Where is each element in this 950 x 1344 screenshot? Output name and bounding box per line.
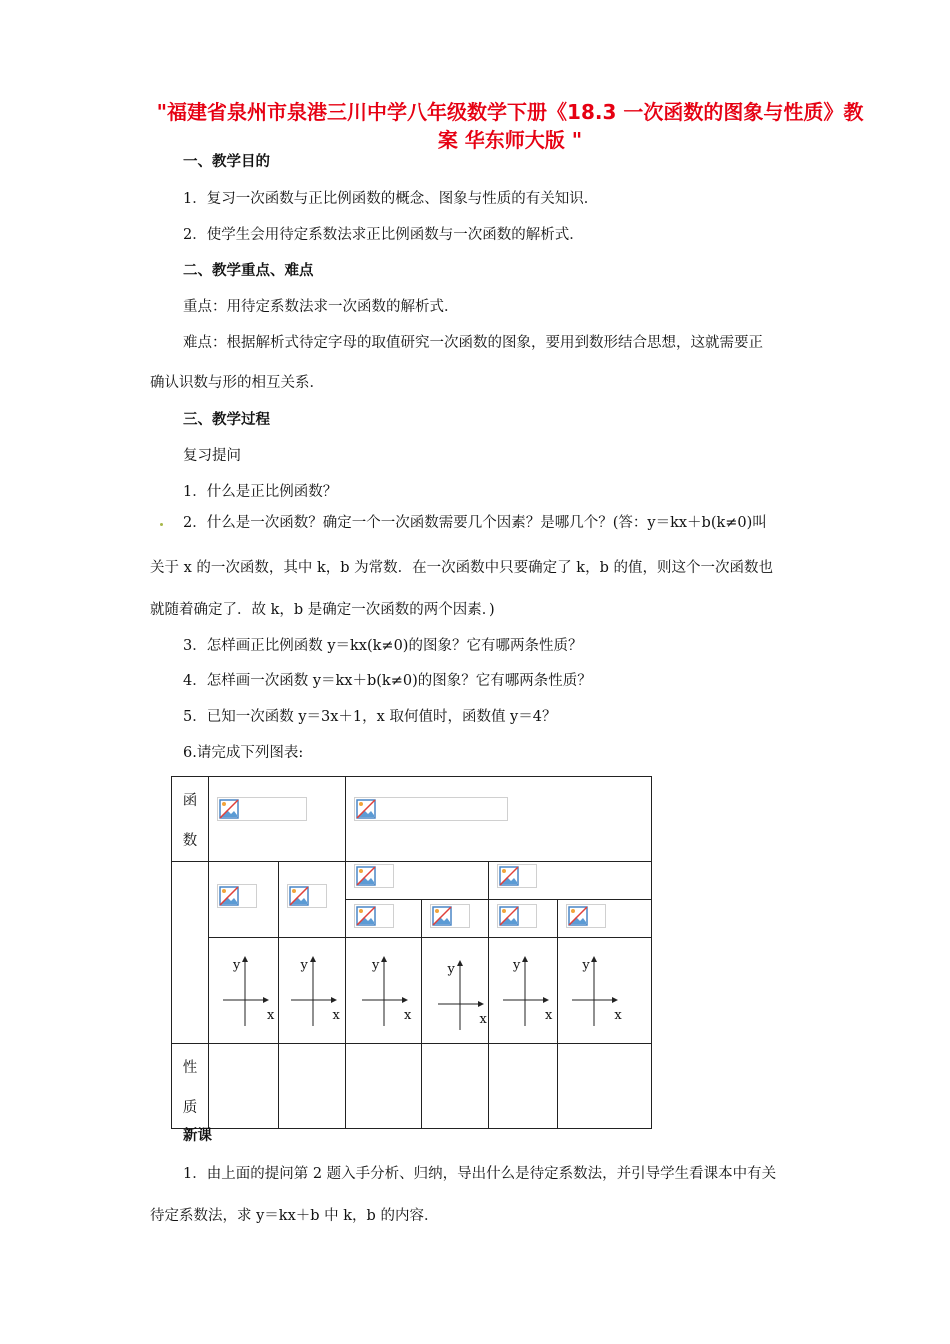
- coordinate-axes: [358, 954, 418, 1026]
- broken-image-icon: [219, 799, 239, 819]
- document-title: "福建省泉州市泉港三川中学八年级数学下册《18.3 一次函数的图象与性质》教案 华东师大版 ": [156, 100, 864, 152]
- axes-cell-5: [489, 938, 558, 1044]
- b-cell-2: [421, 900, 488, 938]
- property-cell-2: [278, 1044, 346, 1129]
- objective-item-2: 2．使学生会用待定系数法求正比例函数与一次函数的解析式．: [183, 227, 584, 243]
- coordinate-axes: [434, 958, 494, 1030]
- formula-image-placeholder: [354, 904, 394, 928]
- label-char: 数: [182, 833, 198, 849]
- k-cell-4: [489, 862, 652, 900]
- row-label-property: [172, 1044, 209, 1129]
- broken-image-icon: [219, 886, 239, 906]
- formula-image-placeholder: [287, 884, 327, 908]
- formula-image-placeholder: [217, 797, 307, 821]
- formula-image-placeholder: [430, 904, 470, 928]
- formula-image-placeholder: [354, 864, 394, 888]
- broken-image-icon: [499, 906, 519, 926]
- label-char: 质: [182, 1100, 198, 1116]
- b-cell-3: [489, 900, 558, 938]
- difficulty-text-line2: 确认识数与形的相互关系．: [150, 375, 324, 391]
- coordinate-axes: [499, 954, 559, 1026]
- y-axis-label: y: [372, 958, 380, 973]
- broken-image-icon: [356, 906, 376, 926]
- x-axis-label: x: [614, 1008, 622, 1023]
- question-6: 6.请完成下列图表:: [183, 745, 304, 761]
- broken-image-icon: [289, 886, 309, 906]
- axes-cell-6: [558, 938, 652, 1044]
- y-axis-label: y: [447, 962, 455, 977]
- new-lesson-line1: 1．由上面的提问第 2 题入手分析、归纳，导出什么是待定系数法，并引导学生看课本中有关: [183, 1166, 777, 1182]
- label-char: 性: [182, 1060, 198, 1076]
- difficulty-text-line1: 难点：根据解析式待定字母的取值研究一次函数的图象，要用到数形结合思想，这就需要正: [183, 335, 763, 351]
- x-axis-label: x: [332, 1008, 340, 1023]
- question-2-line1: 2．什么是一次函数？确定一个一次函数需要几个因素？是哪几个？(答：y＝kx＋b(k≠0)叫: [183, 515, 767, 531]
- coordinate-axes: [219, 954, 279, 1026]
- y-axis-label: y: [233, 958, 241, 973]
- question-5: 5．已知一次函数 y＝3x＋1，x 取何值时，函数值 y＝4？: [183, 709, 557, 725]
- x-axis-label: x: [545, 1008, 553, 1023]
- new-lesson-heading: 新课: [183, 1128, 212, 1144]
- section1-heading: 一、教学目的: [183, 154, 270, 170]
- k-cell-1: [209, 862, 279, 938]
- property-cell-1: [209, 1044, 279, 1129]
- question-2-line2: 关于 x 的一次函数，其中 k，b 为常数．在一次函数中只要确定了 k，b 的值，则这个一次函数也: [150, 560, 773, 576]
- function-chart-table: [171, 776, 652, 1129]
- axes-cell-2: [278, 938, 346, 1044]
- function-cell-proportional: [209, 777, 346, 862]
- k-cell-3: [346, 862, 489, 900]
- axes-cell-3: [346, 938, 422, 1044]
- x-axis-label: x: [404, 1008, 412, 1023]
- b-cell-4: [558, 900, 652, 938]
- broken-image-icon: [356, 799, 376, 819]
- new-lesson-line2: 待定系数法，求 y＝kx＋b 中 k，b 的内容．: [150, 1208, 439, 1224]
- objective-item-1: 1．复习一次函数与正比例函数的概念、图象与性质的有关知识．: [183, 191, 599, 207]
- x-axis-label: x: [479, 1012, 487, 1027]
- x-axis-label: x: [267, 1008, 275, 1023]
- question-2-line3: 就随着确定了．故 k，b 是确定一次函数的两个因素．): [150, 602, 495, 618]
- property-cell-3: [346, 1044, 422, 1129]
- y-axis-label: y: [300, 958, 308, 973]
- key-point-text: 重点：用待定系数法求一次函数的解析式．: [183, 299, 459, 315]
- property-cell-5: [489, 1044, 558, 1129]
- row-label-empty: [172, 862, 209, 1044]
- axes-cell-1: [209, 938, 279, 1044]
- label-char: 函: [182, 793, 198, 809]
- row-label-function: [172, 777, 209, 862]
- coordinate-axes: [287, 954, 347, 1026]
- coordinate-axes: [568, 954, 628, 1026]
- formula-image-placeholder: [566, 904, 606, 928]
- property-cell-6: [558, 1044, 652, 1129]
- k-cell-2: [278, 862, 346, 938]
- b-cell-1: [346, 900, 422, 938]
- formula-image-placeholder: [497, 864, 537, 888]
- y-axis-label: y: [513, 958, 521, 973]
- review-subheading: 复习提问: [183, 448, 241, 464]
- y-axis-label: y: [582, 958, 590, 973]
- function-cell-linear: [346, 777, 652, 862]
- broken-image-icon: [499, 866, 519, 886]
- stray-dot-mark: [160, 523, 163, 526]
- formula-image-placeholder: [217, 884, 257, 908]
- broken-image-icon: [432, 906, 452, 926]
- section3-heading: 三、教学过程: [183, 412, 270, 428]
- broken-image-icon: [568, 906, 588, 926]
- formula-image-placeholder: [497, 904, 537, 928]
- question-4: 4．怎样画一次函数 y＝kx＋b(k≠0)的图象？它有哪两条性质？: [183, 673, 592, 689]
- property-cell-4: [421, 1044, 488, 1129]
- question-3: 3．怎样画正比例函数 y＝kx(k≠0)的图象？它有哪两条性质？: [183, 638, 583, 654]
- axes-cell-4: [421, 938, 488, 1044]
- question-1: 1．什么是正比例函数？: [183, 484, 338, 500]
- formula-image-placeholder: [354, 797, 508, 821]
- section2-heading: 二、教学重点、难点: [183, 263, 314, 279]
- broken-image-icon: [356, 866, 376, 886]
